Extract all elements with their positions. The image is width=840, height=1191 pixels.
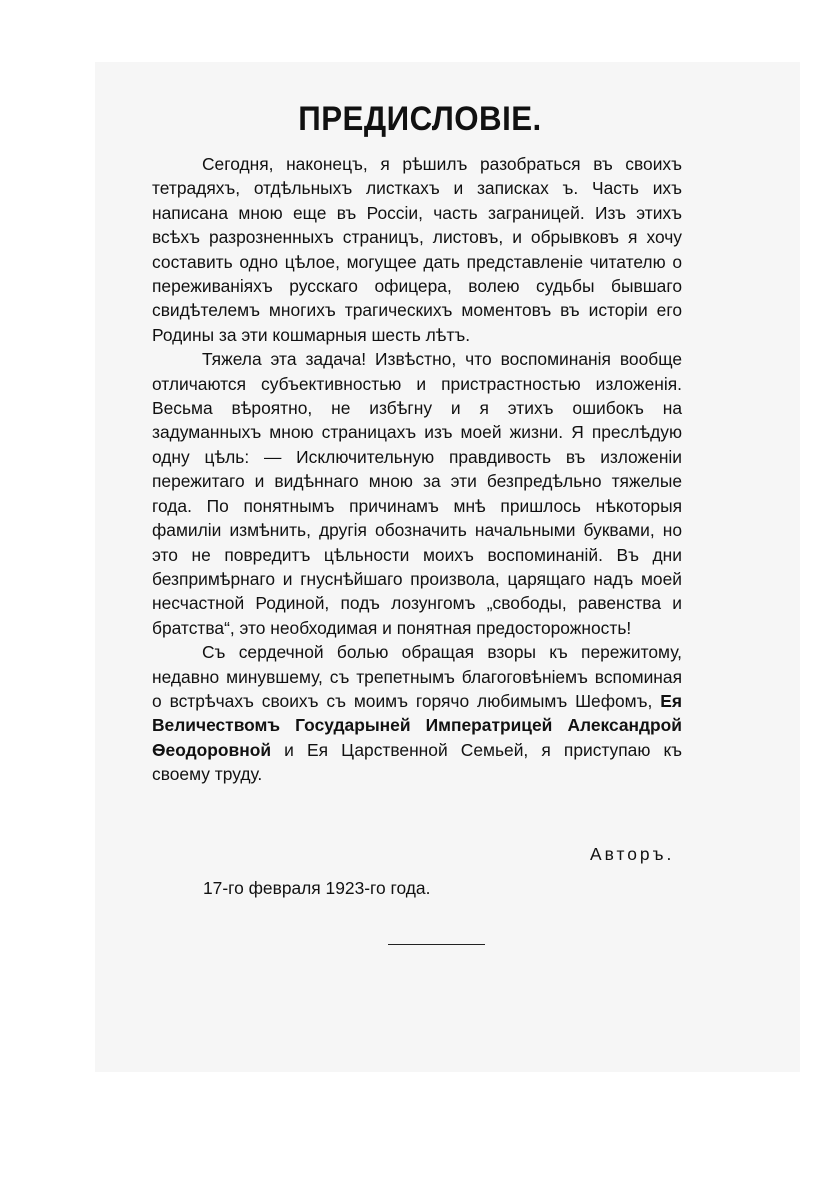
paragraph-2: Тяжела эта задача! Извѣстно, что воспоминанія вообще отличаются субъективностью и пристрастностью изложенія. Весьма вѣроятно, не избѣгну и я этихъ ошибокъ на задуманныхъ мною страницахъ изъ моей жизни. Я преслѣдую одну цѣль: — Исключительную правдивость въ изложеніи пережитаго и видѣннаго мною за эти безпредѣльно тяжелые года. По понятнымъ причинамъ мнѣ пришлось нѣкоторыя фамиліи измѣнить, другія обозначить начальными буквами, но это не повредитъ цѣльности моихъ воспоминаній. Въ дни безпримѣрнаго и гнуснѣйшаго произвола, царящаго надъ моей несчастной Родиной, подъ лозунгомъ „свободы, равенства и братства“, это необходимая и понятная предосторожность! [152, 349, 682, 638]
divider-line [388, 944, 485, 945]
paragraph-3-end: и Ея Царственной Семьей, я приступаю къ своему труду. [152, 739, 682, 785]
paragraph-3-start: Съ сердечной болью обращая взоры къ пережитому, недавно минувшему, съ трепетнымъ благоговѣніемъ вспоминая о встрѣчахъ своихъ съ моимъ горячо любимымъ Шефомъ, [152, 642, 682, 711]
date-line: 17-го февраля 1923-го года. [203, 878, 431, 898]
paragraph-3-bold: Ея Величествомъ Государыней Императрицей Александрой Ѳеодоровной [152, 690, 682, 760]
page-title: ПРЕДИСЛОВІЕ. [298, 100, 542, 138]
paragraph-1: Сегодня, наконецъ, я рѣшилъ разобраться въ своихъ тетрадяхъ, отдѣльныхъ листкахъ и записках ъ. Часть ихъ написана мною еще въ Россіи, часть заграницей. Изъ этихъ всѣхъ разрозненныхъ страницъ, листовъ, и обрывковъ я хочу составить одно цѣлое, могущее дать представленіе читателю о переживаніяхъ русскаго офицера, волею судьбы бывшаго свидѣтелемъ многихъ трагическихъ моментовъ въ исторіи его Родины за эти кошмарныя шесть лѣтъ. [152, 154, 682, 345]
author-signature: Авторъ. [590, 844, 675, 864]
preface-body [152, 152, 682, 787]
paragraph-3 [152, 640, 682, 786]
